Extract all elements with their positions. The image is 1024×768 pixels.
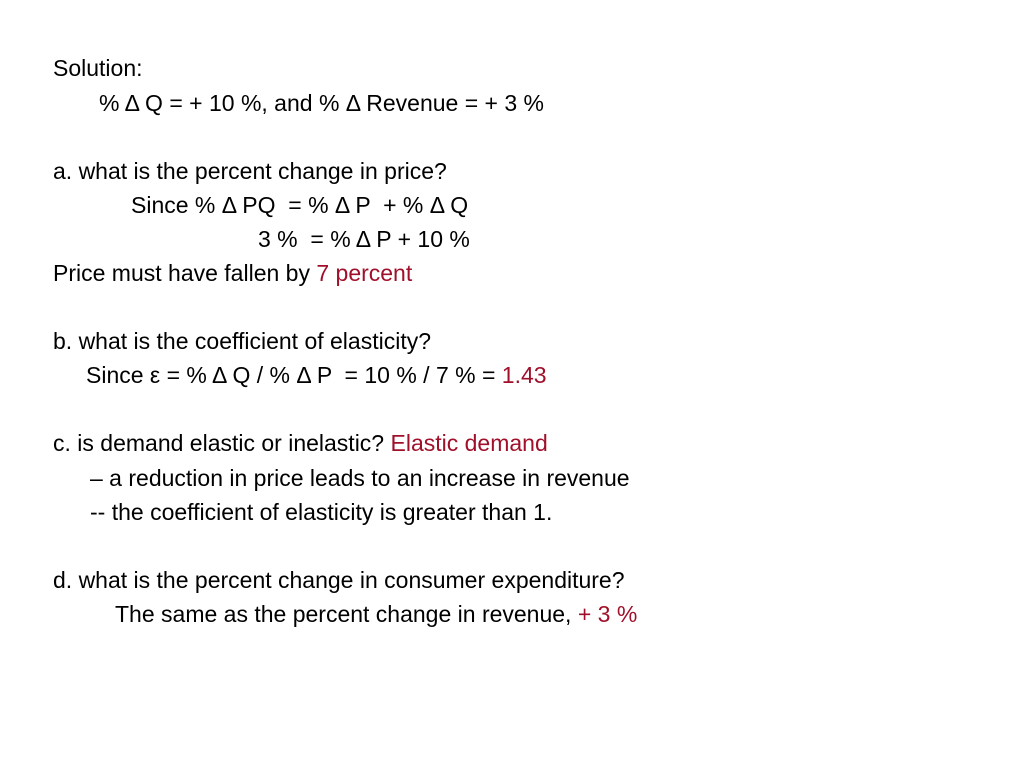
given-values: % Δ Q = + 10 %, and % Δ Revenue = + 3 % [99, 90, 545, 116]
question-a: a. what is the percent change in price? [53, 158, 447, 184]
question-a-answer-line [53, 259, 412, 287]
question-d: d. what is the percent change in consumer expenditure? [53, 567, 625, 593]
answer-d-prefix: The same as the percent change in revenue, [115, 601, 578, 627]
answer-c-value: Elastic demand [390, 430, 548, 456]
question-b: b. what is the coefficient of elasticity? [53, 328, 431, 354]
question-c: c. is demand elastic or inelastic? [53, 430, 391, 456]
elasticity-formula: Since ε = % Δ Q / % Δ P = 10 % / 7 % = [86, 362, 502, 388]
answer-d-value: + 3 % [577, 601, 638, 627]
question-b-answer-line [86, 361, 547, 389]
answer-a-value: 7 percent [316, 260, 413, 286]
answer-b-value: 1.43 [501, 362, 547, 388]
question-c-reason-2: -- the coefficient of elasticity is greater than 1. [90, 499, 553, 525]
answer-a-prefix: Price must have fallen by [53, 260, 317, 286]
question-d-answer-line [115, 600, 637, 628]
solution-heading: Solution: [53, 55, 143, 81]
question-a-step-2: 3 % = % Δ P + 10 % [258, 226, 470, 252]
question-c-reason-1: – a reduction in price leads to an increase in revenue [90, 465, 630, 491]
question-c-line [53, 429, 548, 457]
question-a-step-1: Since % Δ PQ = % Δ P + % Δ Q [131, 192, 469, 218]
